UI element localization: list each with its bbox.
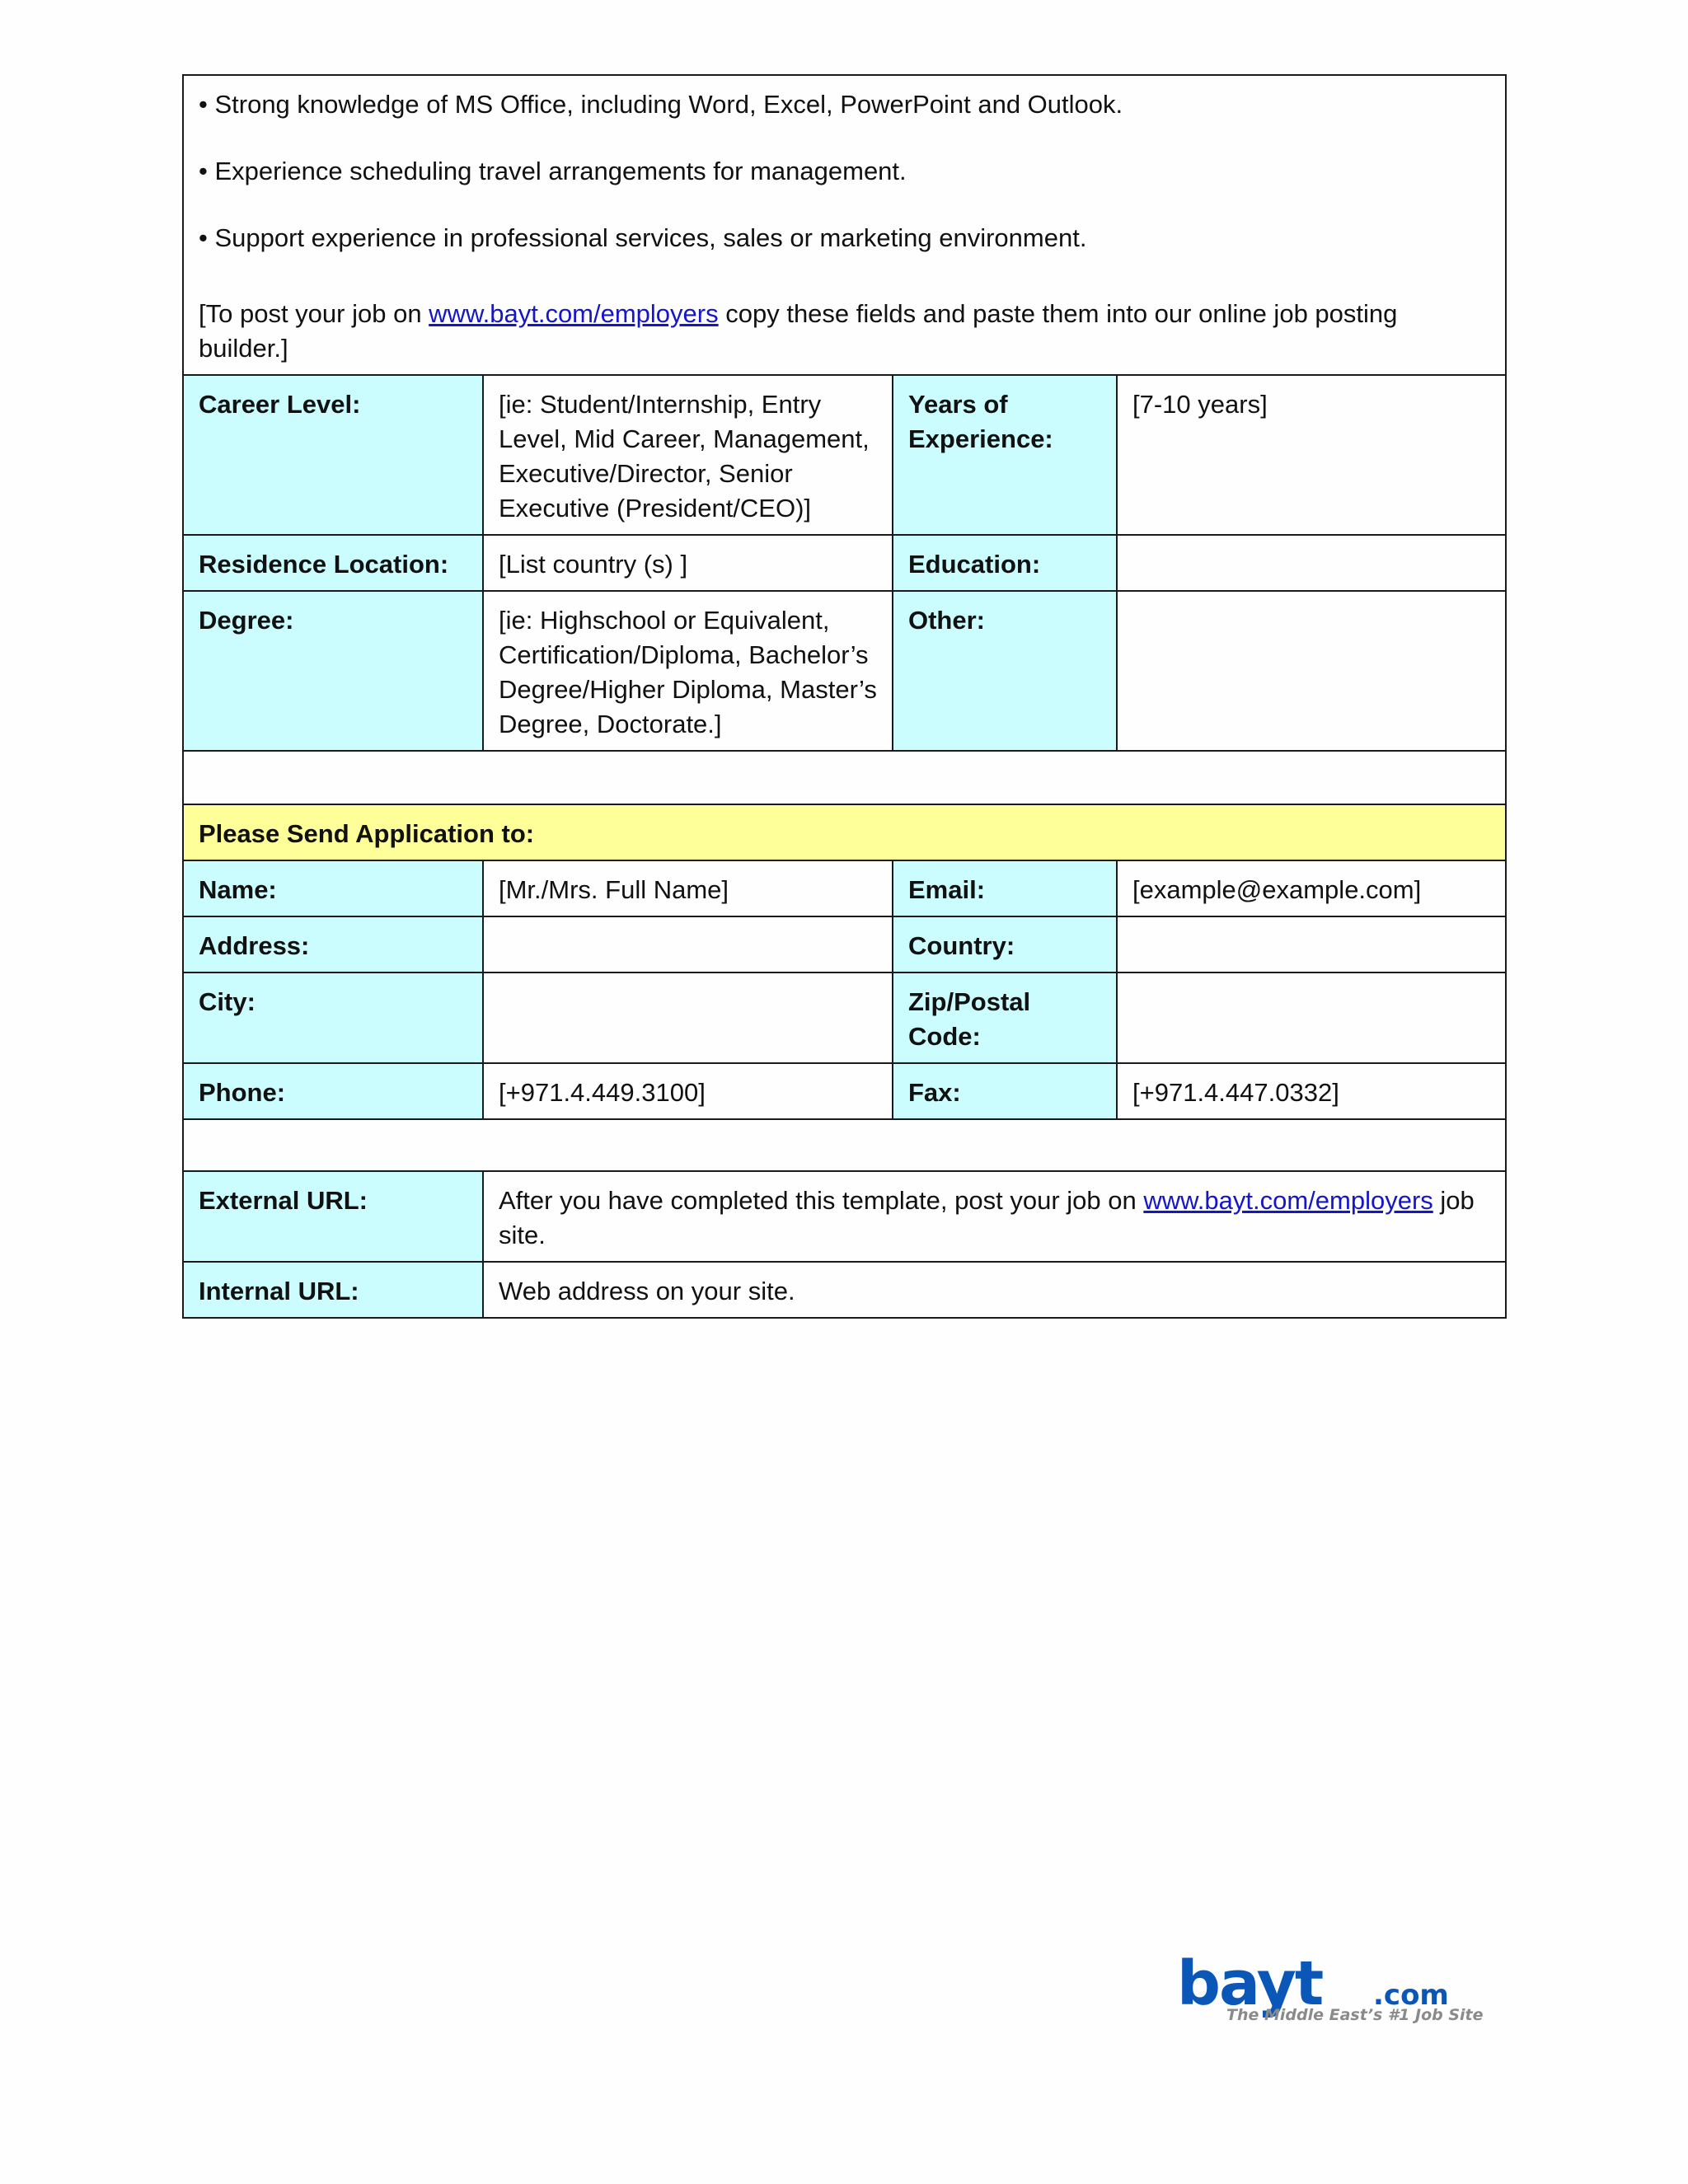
logo-tagline: The Middle East’s #1 Job Site (1226, 2006, 1484, 2024)
bayt-employers-link[interactable]: www.bayt.com/employers (1143, 1186, 1433, 1215)
logo-wordmark: bayt (1177, 1953, 1323, 2019)
fax-label: Fax: (893, 1063, 1117, 1119)
bullet-ms-office: • Strong knowledge of MS Office, including Word, Excel, PowerPoint and Outlook. (199, 90, 1123, 119)
career-level-value[interactable]: [ie: Student/Internship, Entry Level, Mid Career, Management, Executive/Director, Senior Executive (President/CEO)] (483, 375, 893, 535)
phone-value[interactable]: [+971.4.449.3100] (483, 1063, 893, 1119)
bullet-travel: • Experience scheduling travel arrangements for management. (199, 157, 907, 185)
country-value[interactable] (1117, 916, 1506, 972)
bullet-support: • Support experience in professional services, sales or marketing environment. (199, 223, 1087, 252)
external-url-label: External URL: (183, 1171, 483, 1262)
degree-value[interactable]: [ie: Highschool or Equivalent, Certification/Diploma, Bachelor’s Degree/Higher Diploma, Master’s Degree, Doctorate.] (483, 591, 893, 751)
career-level-label: Career Level: (183, 375, 483, 535)
fax-value[interactable]: [+971.4.447.0332] (1117, 1063, 1506, 1119)
city-label: City: (183, 972, 483, 1063)
years-experience-value[interactable]: [7-10 years] (1117, 375, 1506, 535)
city-value[interactable] (483, 972, 893, 1063)
residence-location-value[interactable]: [List country (s) ] (483, 535, 893, 591)
zip-value[interactable] (1117, 972, 1506, 1063)
bayt-employers-link[interactable]: www.bayt.com/employers (429, 299, 719, 328)
education-value[interactable] (1117, 535, 1506, 591)
email-label: Email: (893, 860, 1117, 916)
post-instruction: [To post your job on www.bayt.com/employers copy these fields and paste them into our online job posting builder.] (199, 299, 1398, 363)
internal-url-value[interactable]: Web address on your site. (483, 1262, 1506, 1318)
external-url-value: After you have completed this template, post your job on www.bayt.com/employers job site. (483, 1171, 1506, 1262)
address-value[interactable] (483, 916, 893, 972)
zip-label: Zip/Postal Code: (893, 972, 1117, 1063)
other-value[interactable] (1117, 591, 1506, 751)
logo-suffix: .com (1373, 1979, 1449, 2012)
years-experience-label: Years of Experience: (893, 375, 1117, 535)
email-value[interactable]: [example@example.com] (1117, 860, 1506, 916)
country-label: Country: (893, 916, 1117, 972)
intro-cell (183, 75, 1506, 375)
other-label: Other: (893, 591, 1117, 751)
degree-label: Degree: (183, 591, 483, 751)
phone-label: Phone: (183, 1063, 483, 1119)
application-heading: Please Send Application to: (183, 804, 1506, 860)
spacer-row (183, 751, 1506, 804)
residence-location-label: Residence Location: (183, 535, 483, 591)
name-value[interactable]: [Mr./Mrs. Full Name] (483, 860, 893, 916)
internal-url-label: Internal URL: (183, 1262, 483, 1318)
name-label: Name: (183, 860, 483, 916)
spacer-row (183, 1119, 1506, 1171)
job-posting-table (182, 74, 1507, 1319)
address-label: Address: (183, 916, 483, 972)
education-label: Education: (893, 535, 1117, 591)
